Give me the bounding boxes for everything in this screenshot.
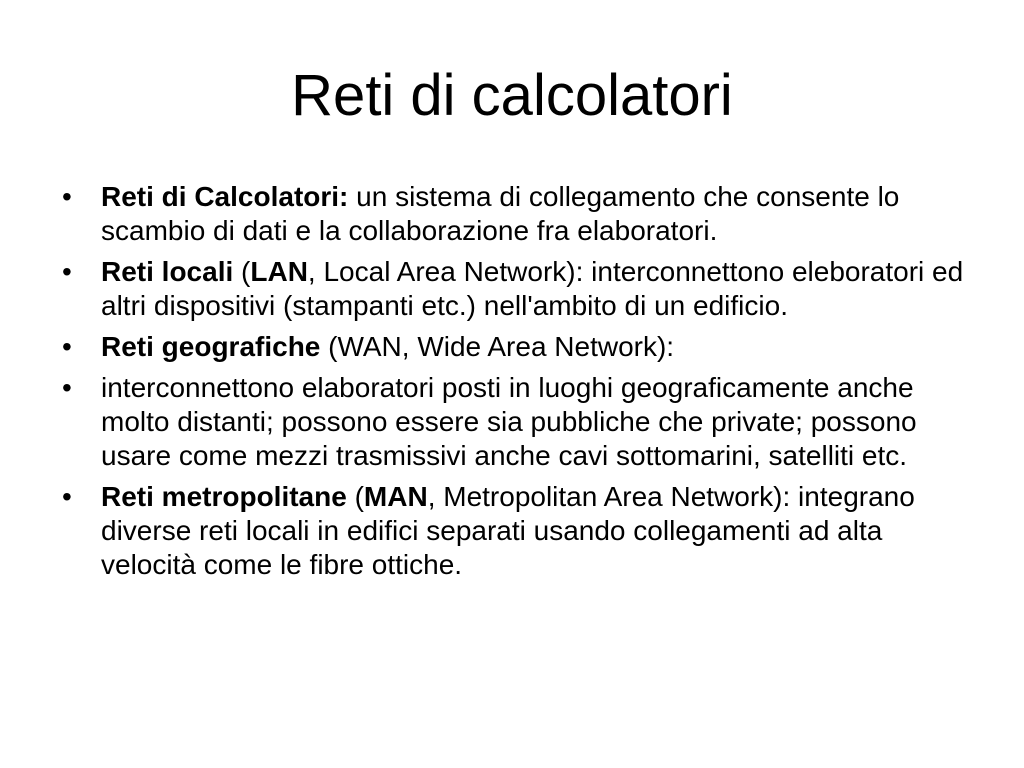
bullet-text: , Metropolitan Area Network): integrano diverse reti locali in edifici separati usando collegamenti ad alta velocità come le fibre ottiche.	[101, 481, 915, 580]
bullet-item-reti-locali	[0, 255, 1024, 323]
bullet-text: (WAN, Wide Area Network):	[320, 331, 675, 362]
bullet-list	[0, 180, 1024, 589]
slide-title: Reti di calcolatori	[291, 63, 733, 128]
bullet-icon: •	[62, 181, 72, 212]
term-reti-geografiche: Reti geografiche	[101, 331, 321, 362]
bullet-text: un sistema di collegamento che consente lo scambio di dati e la collaborazione fra elaboratori.	[101, 181, 900, 246]
bullet-text: (	[233, 256, 251, 287]
bullet-icon: •	[62, 372, 72, 403]
bullet-item-reti-geografiche	[0, 330, 1024, 364]
bullet-icon: •	[62, 256, 72, 287]
term-reti-di-calcolatori: Reti di Calcolatori:	[101, 181, 349, 212]
bullet-item-reti-di-calcolatori	[0, 180, 1024, 248]
term-reti-metropolitane: Reti metropolitane	[101, 481, 347, 512]
bullet-item-reti-metropolitane	[0, 480, 1024, 582]
bullet-text: , Local Area Network): interconnettono eleboratori ed altri dispositivi (stampanti etc.) nell'ambito di un edificio.	[101, 256, 964, 321]
term-man: MAN	[363, 481, 428, 512]
bullet-text: (	[346, 481, 364, 512]
bullet-text: interconnettono elaboratori posti in luoghi geograficamente anche molto distanti; possono essere sia pubbliche che private; possono usare come mezzi trasmissivi anche cavi sottomarini, satelliti etc.	[101, 372, 917, 471]
bullet-item-wan-description	[0, 371, 1024, 473]
bullet-icon: •	[62, 481, 72, 512]
term-reti-locali: Reti locali	[101, 256, 234, 287]
term-lan: LAN	[250, 256, 308, 287]
bullet-icon: •	[62, 331, 72, 362]
